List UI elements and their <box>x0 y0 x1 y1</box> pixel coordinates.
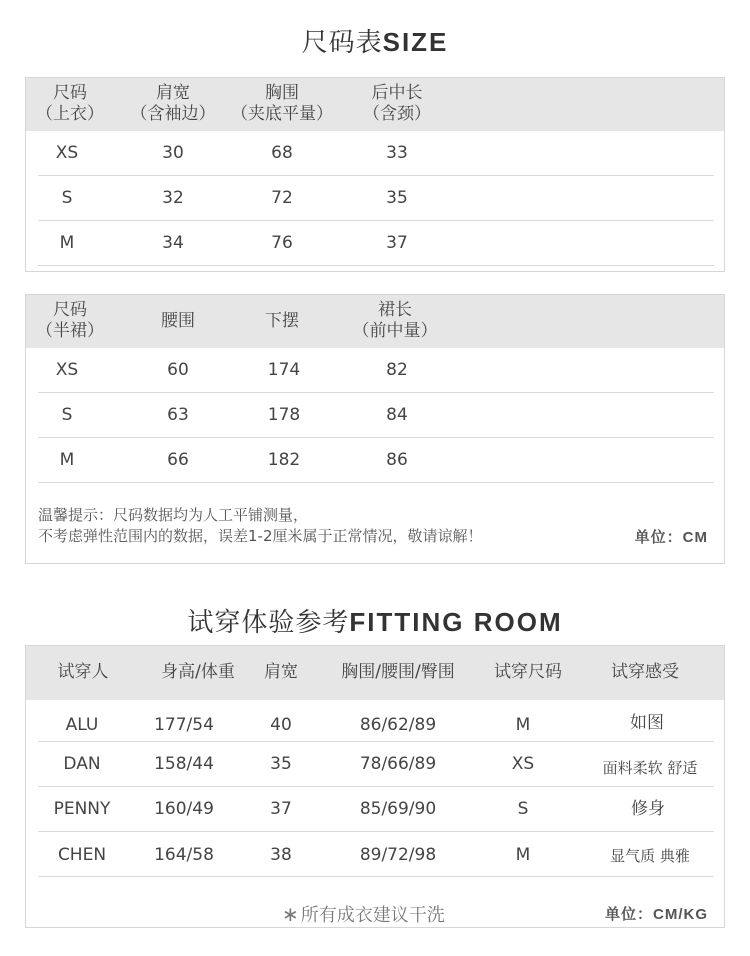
size-chart-title-cn: 尺码表 <box>301 28 383 58</box>
cell-feeling: 修身 <box>631 799 665 819</box>
cell-waist: 60 <box>167 360 189 380</box>
cell-shoulder: 32 <box>162 188 184 208</box>
header-waist <box>161 311 195 332</box>
header-size <box>36 300 104 342</box>
header-sublabel: （含袖边） <box>130 104 216 124</box>
header-chest <box>231 83 333 125</box>
table-row <box>38 832 714 877</box>
cell-tester: DAN <box>63 754 101 774</box>
fitting-title-cn: 试穿体验参考 <box>187 608 350 638</box>
unit-label: 单位：CM/KG <box>605 906 708 923</box>
header-shoulder: 肩宽 <box>264 662 298 682</box>
cell-height-weight: 177/54 <box>154 715 214 735</box>
header-measurements: 胸围/腰围/臀围 <box>341 662 455 682</box>
cell-tester: ALU <box>65 715 99 735</box>
table-header <box>26 78 724 131</box>
table-row <box>38 176 714 221</box>
header-label: 腰围 <box>161 311 195 331</box>
cell-shoulder: 37 <box>270 799 292 819</box>
cell-tester: CHEN <box>57 845 107 865</box>
table-row <box>38 742 714 787</box>
top-size-table <box>25 77 725 272</box>
cell-feeling: 如图 <box>630 713 664 733</box>
cell-length: 84 <box>386 405 408 425</box>
header-hem <box>265 311 299 332</box>
cell-measurements: 89/72/98 <box>359 845 437 865</box>
cell-shoulder: 40 <box>270 715 292 735</box>
cell-shoulder: 30 <box>162 143 184 163</box>
table-row <box>38 700 714 742</box>
table-row <box>38 348 714 393</box>
cell-hem: 182 <box>267 450 301 470</box>
header-size <box>36 83 104 125</box>
cell-waist: 63 <box>167 405 189 425</box>
header-label: 胸围 <box>265 83 299 103</box>
header-sublabel: （上衣） <box>36 104 104 124</box>
dry-clean-text: 所有成衣建议干洗 <box>300 905 445 926</box>
cell-size: M <box>59 450 75 470</box>
cell-height-weight: 160/49 <box>154 799 214 819</box>
fitting-title-en: FITTING ROOM <box>349 607 563 637</box>
table-row <box>38 393 714 438</box>
cell-measurements: 78/66/89 <box>359 754 437 774</box>
cell-waist: 66 <box>167 450 189 470</box>
header-shoulder <box>131 83 216 125</box>
cell-tried-size: XS <box>511 754 535 774</box>
cell-size: S <box>61 188 73 208</box>
table-row <box>38 131 714 176</box>
header-tester: 试穿人 <box>57 662 109 682</box>
cell-shoulder: 34 <box>162 233 184 253</box>
header-sublabel: （夹底平量） <box>231 104 333 124</box>
cell-height-weight: 158/44 <box>154 754 214 774</box>
header-label: 下摆 <box>265 311 299 331</box>
table-row <box>38 438 714 483</box>
table-header <box>26 646 724 700</box>
fitting-room-table <box>25 645 725 928</box>
header-label: 肩宽 <box>156 83 190 103</box>
cell-size: M <box>59 233 75 253</box>
header-label: 尺码 <box>53 300 87 320</box>
asterisk-icon: ∗ <box>282 902 299 926</box>
cell-hem: 178 <box>267 405 301 425</box>
header-label: 尺码 <box>53 83 87 103</box>
cell-length: 33 <box>386 143 408 163</box>
cell-length: 35 <box>386 188 408 208</box>
cell-measurements: 85/69/90 <box>359 799 437 819</box>
cell-tried-size: M <box>515 845 531 865</box>
tip-line: 不考虑弹性范围内的数据，误差1-2厘米属于正常情况，敬请谅解！ <box>38 527 483 545</box>
cell-chest: 76 <box>271 233 293 253</box>
cell-size: XS <box>55 360 79 380</box>
header-feeling: 试穿感受 <box>611 662 679 682</box>
size-chart-title <box>0 22 750 59</box>
unit-label: 单位：CM <box>634 529 708 546</box>
tip-line: 温馨提示：尺码数据均为人工平铺测量， <box>38 506 309 524</box>
cell-size: S <box>61 405 73 425</box>
header-tried-size: 试穿尺码 <box>494 662 562 682</box>
fitting-room-title <box>0 602 750 639</box>
cell-shoulder: 38 <box>270 845 292 865</box>
table-row <box>38 221 714 266</box>
header-height-weight: 身高/体重 <box>161 662 235 682</box>
cell-size: XS <box>55 143 79 163</box>
header-skirt-length <box>353 300 438 342</box>
header-sublabel: （半裙） <box>36 321 104 341</box>
measurement-tip <box>38 505 483 547</box>
cell-feeling: 面料柔软 舒适 <box>602 759 698 777</box>
table-row <box>38 787 714 832</box>
dry-clean-note <box>282 901 445 927</box>
cell-tester: PENNY <box>53 799 111 819</box>
cell-feeling: 显气质 典雅 <box>610 847 690 865</box>
cell-length: 86 <box>386 450 408 470</box>
size-chart-title-en: SIZE <box>382 27 449 57</box>
cell-hem: 174 <box>267 360 301 380</box>
cell-tried-size: M <box>515 715 531 735</box>
header-label: 裙长 <box>378 300 412 320</box>
cell-chest: 72 <box>271 188 293 208</box>
cell-length: 37 <box>386 233 408 253</box>
header-back-length <box>363 83 431 125</box>
cell-measurements: 86/62/89 <box>359 715 437 735</box>
table-header <box>26 295 724 348</box>
header-label: 后中长 <box>371 83 423 103</box>
skirt-size-table <box>25 294 725 564</box>
cell-tried-size: S <box>517 799 529 819</box>
cell-shoulder: 35 <box>270 754 292 774</box>
header-sublabel: （含颈） <box>363 104 431 124</box>
cell-height-weight: 164/58 <box>154 845 214 865</box>
cell-chest: 68 <box>271 143 293 163</box>
header-sublabel: （前中量） <box>352 321 438 341</box>
cell-length: 82 <box>386 360 408 380</box>
